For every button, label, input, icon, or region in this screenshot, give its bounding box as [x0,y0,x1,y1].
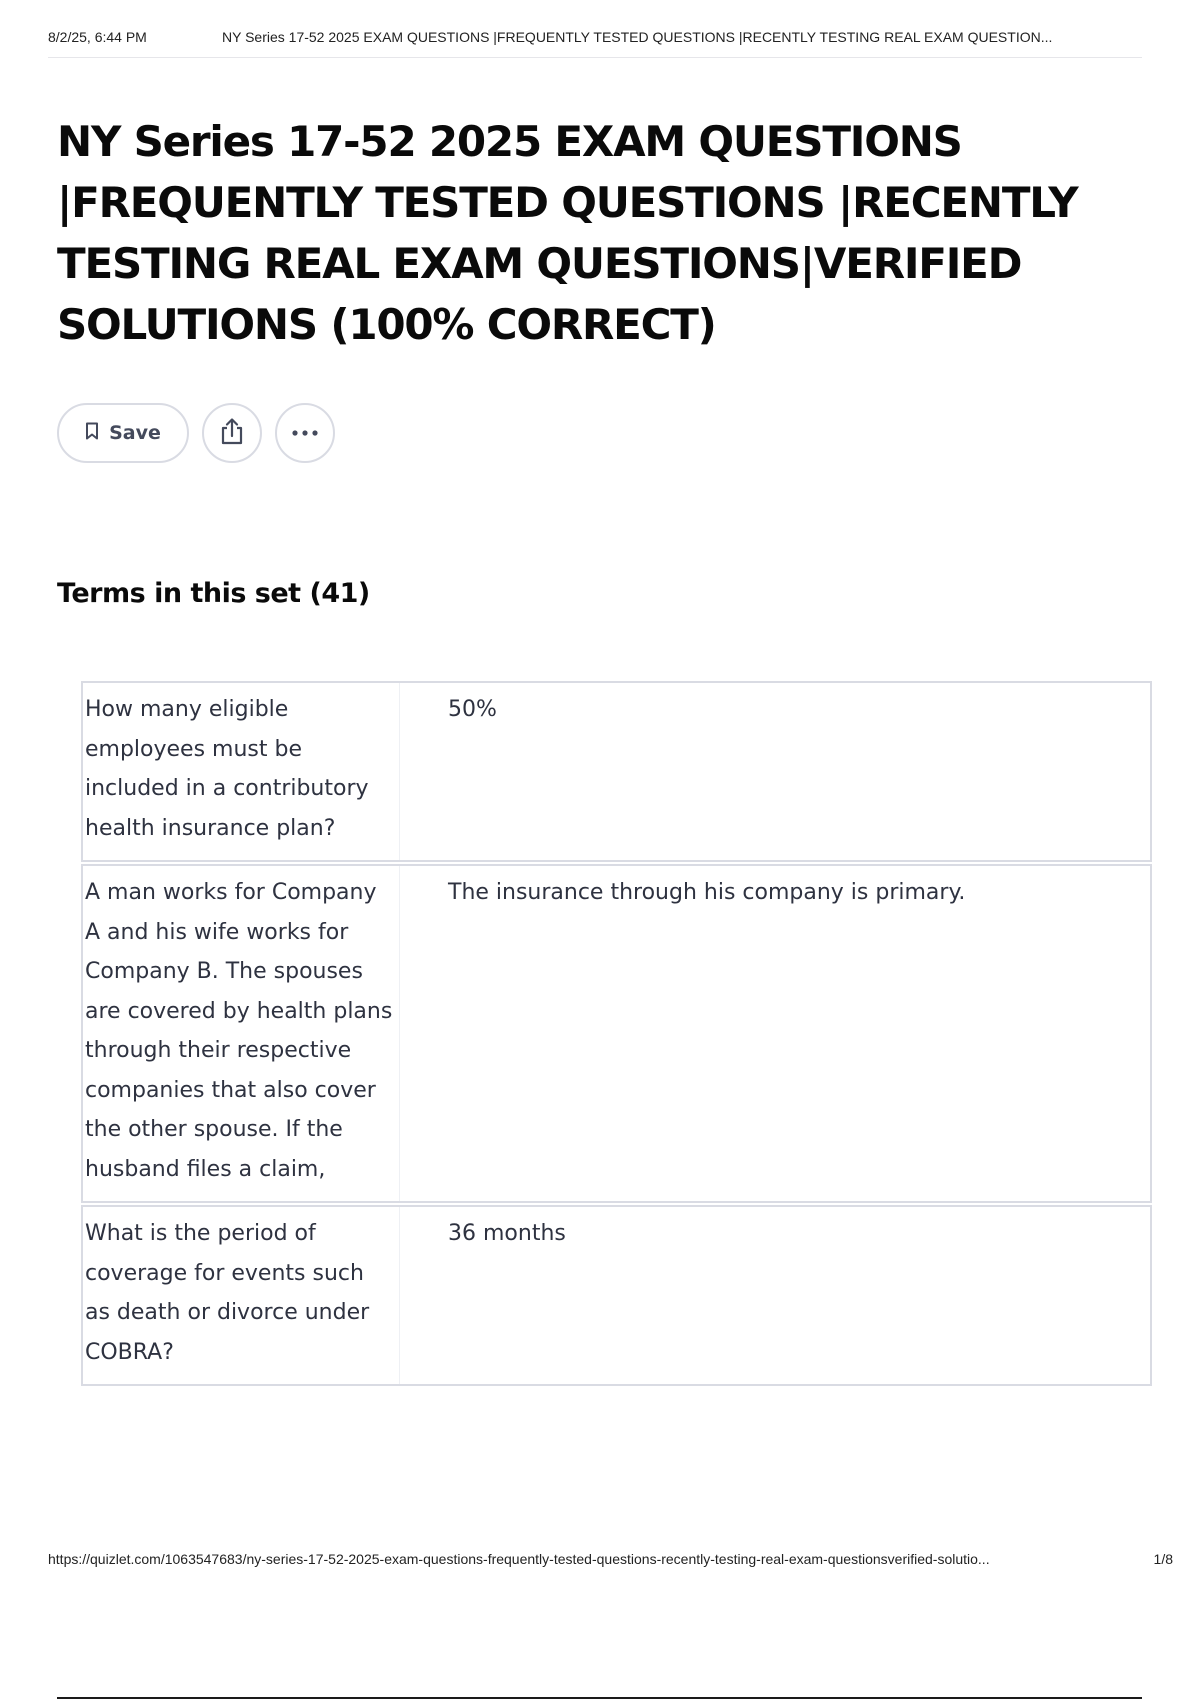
terms-heading: Terms in this set (41) [57,578,370,609]
print-document-title: NY Series 17-52 2025 EXAM QUESTIONS |FREQUENTLY TESTED QUESTIONS |RECENTLY TESTING REAL EXAM QUESTION... [222,29,1053,45]
term-text: What is the period of coverage for events such as death or divorce under COBRA? [83,1207,400,1384]
save-button-label: Save [109,422,161,444]
terms-list [81,681,1152,1388]
more-options-button[interactable] [275,403,335,463]
term-text: A man works for Company A and his wife works for Company B. The spouses are covered by health plans through their respective companies that also cover the other spouse. If the husband files a claim, [83,866,400,1201]
share-button[interactable] [202,403,262,463]
page-title: NY Series 17-52 2025 EXAM QUESTIONS |FREQUENTLY TESTED QUESTIONS |RECENTLY TESTING REAL EXAM QUESTIONS|VERIFIED SOLUTIONS (100% CORRECT) [57,117,1078,349]
term-text: How many eligible employees must be included in a contributory health insurance plan? [83,683,400,860]
term-card[interactable] [81,864,1152,1203]
more-options-icon [291,424,319,442]
print-footer [48,1551,1188,1567]
page-number: 1/8 [1153,1551,1173,1567]
bookmark-icon [85,422,99,445]
print-date: 8/2/25, 6:44 PM [48,29,147,45]
definition-text: 36 months [448,1221,566,1246]
share-icon [219,417,245,450]
bottom-divider [57,1697,1142,1699]
set-actions-toolbar [57,403,335,463]
save-button[interactable] [57,403,189,463]
definition-text: 50% [448,697,497,722]
print-header [48,29,1180,45]
term-card[interactable] [81,681,1152,862]
page-url: https://quizlet.com/1063547683/ny-series-17-52-2025-exam-questions-frequently-tested-questions-recently-testing-real-exam-questionsverified-solutio... [48,1551,990,1567]
definition-text: The insurance through his company is primary. [448,880,966,905]
term-card[interactable] [81,1205,1152,1386]
header-divider [48,57,1142,58]
